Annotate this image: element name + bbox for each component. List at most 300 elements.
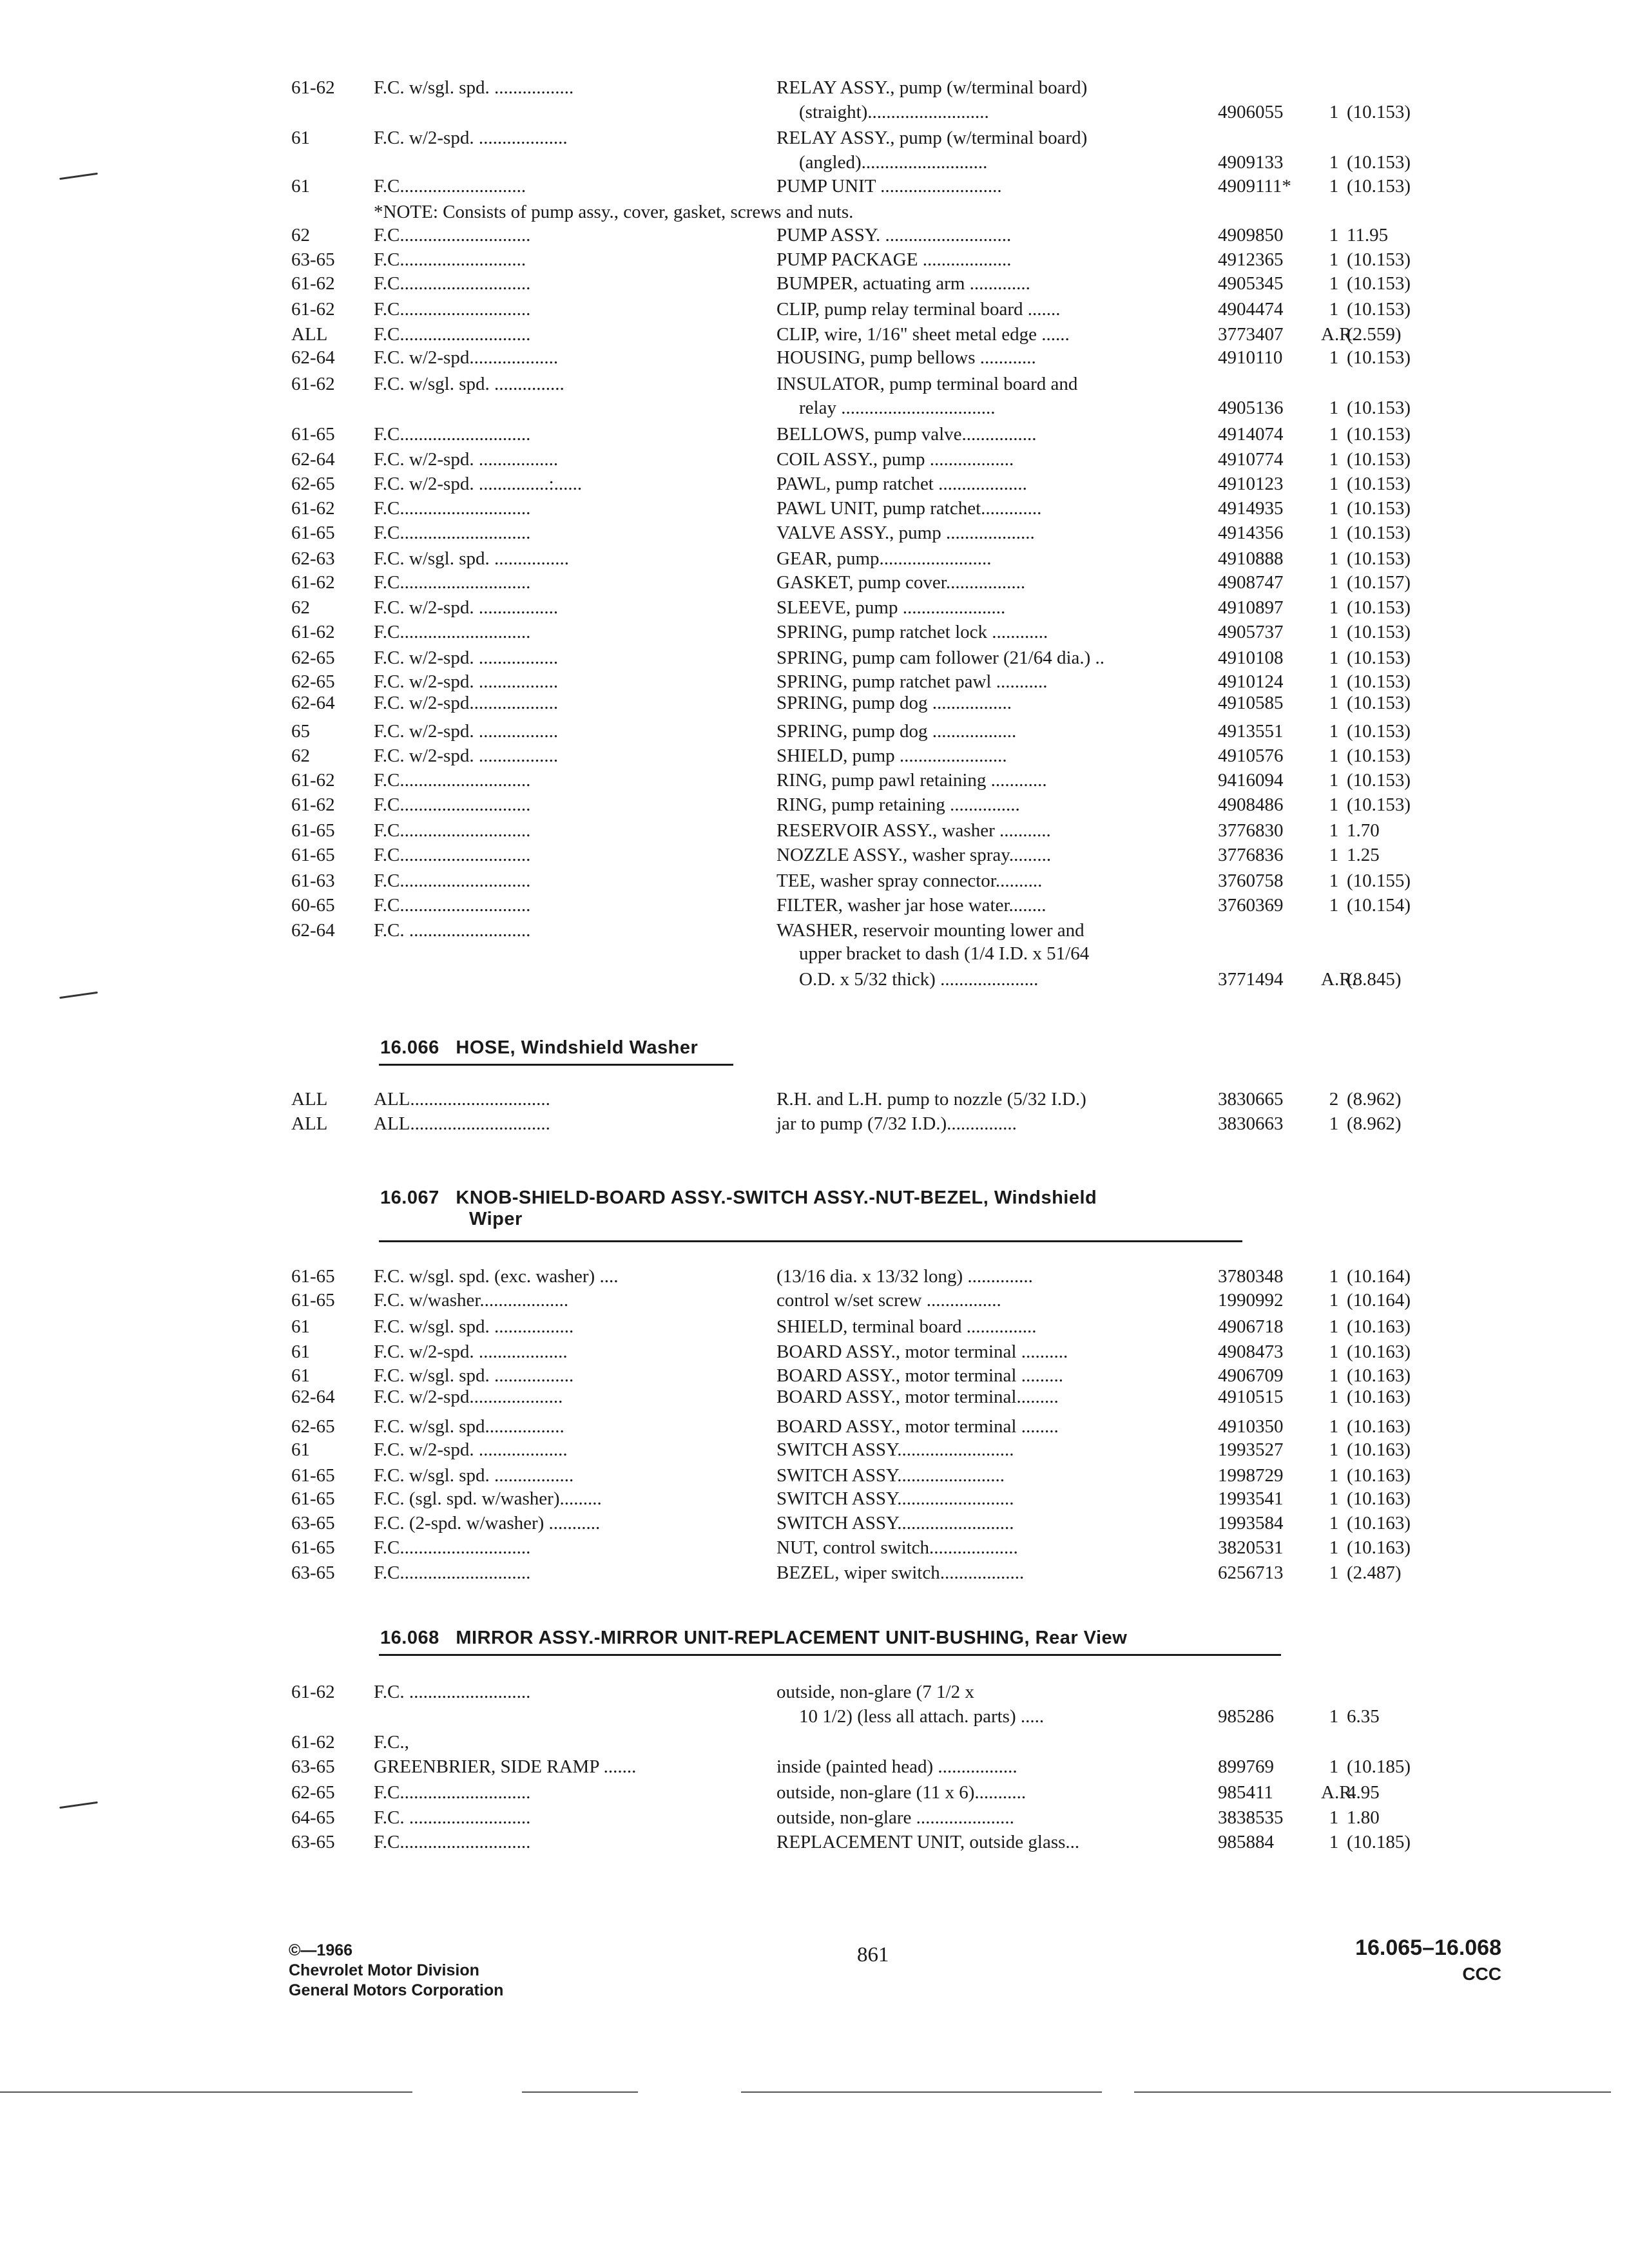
group-or-price: (10.153)	[1347, 424, 1411, 445]
quantity: 1	[1329, 449, 1339, 470]
quantity: 1	[1329, 572, 1339, 593]
year-range: 63-65	[291, 1756, 335, 1777]
table-row	[0, 1265, 1629, 1288]
group-or-price: (10.153)	[1347, 449, 1411, 470]
application: F.C. w/sgl. spd. ...............	[374, 374, 564, 394]
application: F.C. ..........................	[374, 1682, 531, 1702]
table-row	[0, 1340, 1629, 1363]
description: upper bracket to dash (1/4 I.D. x 51/64	[799, 943, 1090, 964]
description: BELLOWS, pump valve................	[776, 424, 1037, 445]
section-reference	[1315, 1933, 1501, 1986]
year-range: 62-65	[291, 1416, 335, 1437]
table-row	[0, 571, 1629, 594]
year-range: 61-62	[291, 1682, 335, 1702]
quantity: 1	[1329, 721, 1339, 742]
table-row	[0, 298, 1629, 321]
description: NUT, control switch...................	[776, 1537, 1018, 1558]
application: F.C. w/2-spd. .................	[374, 745, 559, 766]
application: F.C............................	[374, 895, 531, 916]
table-row	[0, 521, 1629, 544]
quantity: 1	[1329, 820, 1339, 841]
section-number: 16.068	[380, 1628, 439, 1648]
part-number: 1990992	[1218, 1290, 1284, 1311]
description: VALVE ASSY., pump ...................	[776, 523, 1035, 543]
application: F.C.,	[374, 1732, 409, 1753]
page-number: 861	[857, 1943, 889, 1966]
quantity: 1	[1329, 597, 1339, 618]
description: FILTER, washer jar hose water........	[776, 895, 1046, 916]
part-number: 1993541	[1218, 1488, 1284, 1509]
group-or-price: (10.153)	[1347, 548, 1411, 569]
description: PAWL, pump ratchet ...................	[776, 474, 1027, 494]
group-or-price: (10.164)	[1347, 1266, 1411, 1287]
application: F.C...........................	[374, 249, 526, 270]
table-row	[0, 1464, 1629, 1487]
group-or-price: (10.154)	[1347, 895, 1411, 916]
application: F.C............................	[374, 770, 531, 791]
table-row	[0, 472, 1629, 495]
group-or-price: (10.153)	[1347, 721, 1411, 742]
group-or-price: (8.845)	[1347, 969, 1402, 990]
part-number: 4909850	[1218, 225, 1284, 245]
year-range: 63-65	[291, 1832, 335, 1852]
quantity: 1	[1329, 1439, 1339, 1460]
description: SPRING, pump cam follower (21/64 dia.) ..	[776, 648, 1105, 668]
quantity: 1	[1329, 398, 1339, 418]
quantity: 1	[1329, 474, 1339, 494]
table-row	[0, 126, 1629, 149]
year-range: 61-62	[291, 572, 335, 593]
year-range: 63-65	[291, 249, 335, 270]
year-range: 61-62	[291, 374, 335, 394]
year-range: 61-62	[291, 1732, 335, 1753]
table-row	[0, 670, 1629, 693]
application: F.C. w/2-spd. .................	[374, 671, 559, 692]
group-or-price: 11.95	[1347, 225, 1389, 245]
table-row	[0, 894, 1629, 917]
group-or-price: (10.153)	[1347, 398, 1411, 418]
quantity: 1	[1329, 152, 1339, 173]
section-title: KNOB-SHIELD-BOARD ASSY.-SWITCH ASSY.-NUT-BEZEL, Windshield	[456, 1187, 1097, 1208]
description: PUMP PACKAGE ...................	[776, 249, 1012, 270]
description: control w/set screw ................	[776, 1290, 1001, 1311]
quantity: 1	[1329, 1807, 1339, 1828]
table-row	[0, 272, 1629, 295]
group-or-price: (10.155)	[1347, 870, 1411, 891]
group-or-price: (10.163)	[1347, 1416, 1411, 1437]
description: inside (painted head) .................	[776, 1756, 1017, 1777]
group-or-price: 1.70	[1347, 820, 1380, 841]
application: F.C............................	[374, 498, 531, 519]
section-number: 16.067	[380, 1187, 439, 1208]
group-or-price: 6.35	[1347, 1706, 1380, 1727]
application: F.C. w/2-spd....................	[374, 1387, 563, 1407]
application: F.C. ..........................	[374, 920, 531, 941]
year-range: 62-65	[291, 474, 335, 494]
application: F.C............................	[374, 1537, 531, 1558]
quantity: 1	[1329, 176, 1339, 197]
table-row	[0, 1415, 1629, 1438]
group-or-price: (10.153)	[1347, 794, 1411, 815]
group-or-price: 4.95	[1347, 1782, 1380, 1803]
part-number: 3760369	[1218, 895, 1284, 916]
part-number: 4910774	[1218, 449, 1284, 470]
quantity: 1	[1329, 548, 1339, 569]
table-row	[0, 1289, 1629, 1312]
table-row	[0, 101, 1629, 124]
page-edge-line	[741, 2091, 1102, 2093]
corporation-name: General Motors Corporation	[289, 1981, 504, 1999]
table-row	[0, 1680, 1629, 1704]
group-or-price: (10.153)	[1347, 648, 1411, 668]
year-range: 61	[291, 1341, 310, 1362]
table-row	[0, 248, 1629, 271]
application: F.C. w/sgl. spd. .................	[374, 1465, 574, 1486]
part-number: 3776836	[1218, 845, 1284, 865]
year-range: 61-65	[291, 1465, 335, 1486]
description: outside, non-glare (7 1/2 x	[776, 1682, 974, 1702]
table-row	[0, 869, 1629, 892]
quantity: 1	[1329, 845, 1339, 865]
year-range: 63-65	[291, 1562, 335, 1583]
application: F.C. w/sgl. spd. .................	[374, 77, 574, 98]
year-range: 61-65	[291, 1290, 335, 1311]
part-number: 1998729	[1218, 1465, 1284, 1486]
group-or-price: (10.153)	[1347, 273, 1411, 294]
table-row	[0, 1561, 1629, 1584]
year-range: 61	[291, 128, 310, 148]
description: (angled)...........................	[799, 152, 988, 173]
quantity: 1	[1329, 1513, 1339, 1533]
year-range: 62	[291, 597, 310, 618]
description: SWITCH ASSY.........................	[776, 1513, 1014, 1533]
description: COIL ASSY., pump ..................	[776, 449, 1014, 470]
description: R.H. and L.H. pump to nozzle (5/32 I.D.)	[776, 1089, 1086, 1110]
table-row	[0, 151, 1629, 174]
quantity: 1	[1329, 1290, 1339, 1311]
table-row	[0, 224, 1629, 247]
quantity: 1	[1329, 1537, 1339, 1558]
year-range: 61-62	[291, 77, 335, 98]
year-range: 61-62	[291, 770, 335, 791]
application: ALL..............................	[374, 1113, 550, 1134]
part-number: 985411	[1218, 1782, 1273, 1803]
quantity: 1	[1329, 1488, 1339, 1509]
section-title: HOSE, Windshield Washer	[456, 1037, 699, 1058]
part-number: 1993527	[1218, 1439, 1284, 1460]
group-or-price: (10.163)	[1347, 1488, 1411, 1509]
description: PUMP UNIT ..........................	[776, 176, 1002, 197]
part-number: 3780348	[1218, 1266, 1284, 1287]
margin-hole-mark	[59, 992, 98, 999]
part-number: 3760758	[1218, 870, 1284, 891]
quantity: 1	[1329, 1416, 1339, 1437]
year-range: 61-63	[291, 870, 335, 891]
application: F.C. w/sgl. spd. .................	[374, 1365, 574, 1386]
part-number: 4912365	[1218, 249, 1284, 270]
catalog-code: CCC	[1462, 1964, 1501, 1984]
part-number: 3820531	[1218, 1537, 1284, 1558]
year-range: 61-65	[291, 820, 335, 841]
year-range: ALL	[291, 1113, 328, 1134]
quantity: 1	[1329, 622, 1339, 642]
year-range: 62-65	[291, 648, 335, 668]
year-range: 63-65	[291, 1513, 335, 1533]
application: GREENBRIER, SIDE RAMP .......	[374, 1756, 637, 1777]
year-range: 61-65	[291, 1537, 335, 1558]
part-number: 4910585	[1218, 693, 1284, 713]
year-range: 64-65	[291, 1807, 335, 1828]
part-number: 4910897	[1218, 597, 1284, 618]
table-row	[0, 819, 1629, 842]
description: SWITCH ASSY.........................	[776, 1488, 1014, 1509]
application: F.C............................	[374, 820, 531, 841]
page-edge-line	[1134, 2091, 1611, 2093]
section-underline	[379, 1064, 733, 1066]
part-number: 4908486	[1218, 794, 1284, 815]
description: PAWL UNIT, pump ratchet.............	[776, 498, 1042, 519]
table-row	[0, 968, 1629, 991]
application: F.C. w/2-spd...................	[374, 347, 559, 368]
quantity: 1	[1329, 794, 1339, 815]
year-range: 60-65	[291, 895, 335, 916]
description: GASKET, pump cover.................	[776, 572, 1026, 593]
group-or-price: (10.153)	[1347, 745, 1411, 766]
description: SWITCH ASSY.........................	[776, 1439, 1014, 1460]
part-number: 4910350	[1218, 1416, 1284, 1437]
section-range: 16.065–16.068	[1355, 1936, 1501, 1960]
group-or-price: (10.153)	[1347, 693, 1411, 713]
part-number: 3771494	[1218, 969, 1284, 990]
description: SPRING, pump dog .................	[776, 693, 1012, 713]
group-or-price: (10.157)	[1347, 572, 1411, 593]
group-or-price: (10.153)	[1347, 622, 1411, 642]
group-or-price: 1.80	[1347, 1807, 1380, 1828]
table-row	[0, 372, 1629, 396]
application: F.C............................	[374, 572, 531, 593]
description: RING, pump pawl retaining ............	[776, 770, 1047, 791]
quantity: 2	[1329, 1089, 1339, 1110]
year-range: 61-62	[291, 498, 335, 519]
copyright: ©—1966	[289, 1941, 353, 1959]
application: F.C. w/sgl. spd. .................	[374, 1316, 574, 1337]
part-number: 4914074	[1218, 424, 1284, 445]
description: BUMPER, actuating arm .............	[776, 273, 1030, 294]
quantity: 1	[1329, 225, 1339, 245]
year-range: 61	[291, 1365, 310, 1386]
application: F.C. w/2-spd. .................	[374, 721, 559, 742]
description: CLIP, pump relay terminal board .......	[776, 299, 1061, 320]
part-number: 4910515	[1218, 1387, 1284, 1407]
application: F.C............................	[374, 1562, 531, 1583]
part-number: 4906709	[1218, 1365, 1284, 1386]
quantity: 1	[1329, 1113, 1339, 1134]
part-number: 4905737	[1218, 622, 1284, 642]
part-number: 4906055	[1218, 102, 1284, 122]
section-heading-16-066	[380, 1037, 1237, 1059]
publisher-block	[289, 1941, 503, 2001]
group-or-price: (2.487)	[1347, 1562, 1402, 1583]
table-row	[0, 596, 1629, 619]
description: (straight)..........................	[799, 102, 989, 122]
year-range: 61-62	[291, 273, 335, 294]
description: (13/16 dia. x 13/32 long) ..............	[776, 1266, 1033, 1287]
section-underline	[379, 1240, 1242, 1242]
table-row	[0, 720, 1629, 743]
application: F.C. w/2-spd. .................	[374, 597, 559, 618]
description: SHIELD, terminal board ...............	[776, 1316, 1037, 1337]
group-or-price: (10.153)	[1347, 770, 1411, 791]
table-row	[0, 646, 1629, 669]
year-range: 62-65	[291, 671, 335, 692]
quantity: 1	[1329, 102, 1339, 122]
quantity: 1	[1329, 273, 1339, 294]
description: WASHER, reservoir mounting lower and	[776, 920, 1084, 941]
page-edge-line	[522, 2091, 638, 2093]
table-row	[0, 744, 1629, 767]
part-number: 985286	[1218, 1706, 1274, 1727]
section-title: MIRROR ASSY.-MIRROR UNIT-REPLACEMENT UNIT-BUSHING, Rear View	[456, 1628, 1128, 1648]
table-row	[0, 1806, 1629, 1829]
year-range: 61-62	[291, 794, 335, 815]
quantity: 1	[1329, 1316, 1339, 1337]
table-row	[0, 423, 1629, 446]
year-range: 61-65	[291, 845, 335, 865]
year-range: 61-65	[291, 424, 335, 445]
group-or-price: (10.163)	[1347, 1513, 1411, 1533]
group-or-price: (10.163)	[1347, 1316, 1411, 1337]
part-number: 3830665	[1218, 1089, 1284, 1110]
page-edge-line	[0, 2091, 412, 2093]
group-or-price: (10.153)	[1347, 249, 1411, 270]
year-range: 62-64	[291, 920, 335, 941]
year-range: 62-63	[291, 548, 335, 569]
table-row	[0, 1438, 1629, 1461]
application: F.C............................	[374, 870, 531, 891]
section-heading-16-068	[380, 1628, 1237, 1649]
group-or-price: (10.153)	[1347, 597, 1411, 618]
part-number: 899769	[1218, 1756, 1274, 1777]
description: GEAR, pump........................	[776, 548, 992, 569]
application: F.C. w/sgl. spd. (exc. washer) ....	[374, 1266, 619, 1287]
table-row	[0, 76, 1629, 99]
year-range: 62	[291, 745, 310, 766]
quantity: 1	[1329, 648, 1339, 668]
part-number: 4910888	[1218, 548, 1284, 569]
table-row	[0, 1112, 1629, 1135]
year-range: 61-62	[291, 299, 335, 320]
description: jar to pump (7/32 I.D.)...............	[776, 1113, 1017, 1134]
year-range: 61	[291, 176, 310, 197]
group-or-price: (10.164)	[1347, 1290, 1411, 1311]
part-number: 3830663	[1218, 1113, 1284, 1134]
group-or-price: (10.163)	[1347, 1465, 1411, 1486]
year-range: 62-65	[291, 1782, 335, 1803]
description: 10 1/2) (less all attach. parts) .....	[799, 1706, 1045, 1727]
part-number: 4908473	[1218, 1341, 1284, 1362]
description: relay .................................	[799, 398, 996, 418]
description: outside, non-glare (11 x 6)...........	[776, 1782, 1027, 1803]
description: RING, pump retaining ...............	[776, 794, 1020, 815]
part-number: 4909133	[1218, 152, 1284, 173]
application: F.C............................	[374, 1832, 531, 1852]
table-row	[0, 396, 1629, 419]
year-range: 62-64	[291, 693, 335, 713]
group-or-price: (10.163)	[1347, 1365, 1411, 1386]
part-number: 1993584	[1218, 1513, 1284, 1533]
application: F.C. w/washer...................	[374, 1290, 569, 1311]
application: F.C. (2-spd. w/washer) ...........	[374, 1513, 601, 1533]
description: SLEEVE, pump ......................	[776, 597, 1006, 618]
section-number: 16.066	[380, 1037, 439, 1058]
table-row	[0, 497, 1629, 520]
table-row	[0, 1487, 1629, 1510]
table-row	[0, 919, 1629, 942]
application: F.C. w/2-spd. .................	[374, 648, 559, 668]
year-range: 62-64	[291, 347, 335, 368]
quantity: 1	[1329, 1387, 1339, 1407]
application: F.C............................	[374, 225, 531, 245]
table-row	[0, 1088, 1629, 1111]
description: SPRING, pump ratchet pawl ...........	[776, 671, 1048, 692]
group-or-price: (10.153)	[1347, 671, 1411, 692]
description: SPRING, pump ratchet lock ............	[776, 622, 1048, 642]
table-row	[0, 1731, 1629, 1754]
quantity: 1	[1329, 249, 1339, 270]
application: F.C............................	[374, 622, 531, 642]
group-or-price: (10.185)	[1347, 1756, 1411, 1777]
description: BOARD ASSY., motor terminal.........	[776, 1387, 1059, 1407]
application: F.C............................	[374, 523, 531, 543]
description: RELAY ASSY., pump (w/terminal board)	[776, 128, 1088, 148]
description: BEZEL, wiper switch..................	[776, 1562, 1025, 1583]
group-or-price: (10.153)	[1347, 498, 1411, 519]
quantity: 1	[1329, 1756, 1339, 1777]
table-row	[0, 793, 1629, 816]
part-number: 4914935	[1218, 498, 1284, 519]
application: F.C. w/2-spd. .................	[374, 449, 559, 470]
application: F.C. w/sgl. spd.................	[374, 1416, 564, 1437]
group-or-price: 1.25	[1347, 845, 1380, 865]
application: F.C............................	[374, 794, 531, 815]
quantity: 1	[1329, 1465, 1339, 1486]
table-row	[0, 691, 1629, 715]
description: SWITCH ASSY.......................	[776, 1465, 1005, 1486]
quantity: 1	[1329, 1341, 1339, 1362]
section-underline	[379, 1654, 1281, 1656]
part-number: 9416094	[1218, 770, 1284, 791]
part-number: 4910108	[1218, 648, 1284, 668]
quantity: 1	[1329, 1266, 1339, 1287]
group-or-price: (10.153)	[1347, 299, 1411, 320]
table-row	[0, 547, 1629, 570]
table-row	[0, 346, 1629, 369]
table-row	[0, 769, 1629, 792]
description: SHIELD, pump .......................	[776, 745, 1007, 766]
year-range: 62-64	[291, 449, 335, 470]
group-or-price: (10.163)	[1347, 1341, 1411, 1362]
part-number: 4910110	[1218, 347, 1283, 368]
application: F.C............................	[374, 845, 531, 865]
table-row	[0, 448, 1629, 471]
part-number: 6256713	[1218, 1562, 1284, 1583]
part-number: 4910576	[1218, 745, 1284, 766]
table-row	[0, 1512, 1629, 1535]
table-row	[0, 1705, 1629, 1728]
application: F.C. w/2-spd. ...................	[374, 1439, 568, 1460]
description: RELAY ASSY., pump (w/terminal board)	[776, 77, 1088, 98]
year-range: 61	[291, 1316, 310, 1337]
